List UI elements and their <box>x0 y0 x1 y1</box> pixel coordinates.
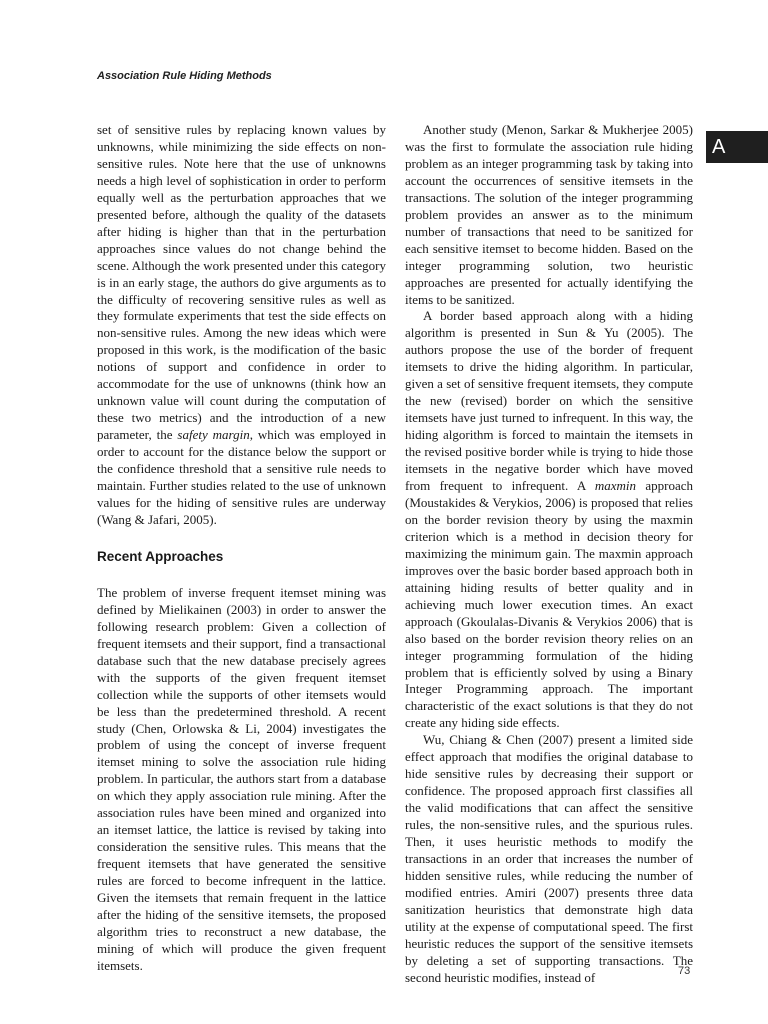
left-paragraph-1-emphasis: safety margin <box>177 427 250 443</box>
right-paragraph-2 <box>405 308 693 732</box>
running-header: Association Rule Hiding Methods <box>97 70 272 82</box>
right-paragraph-2-end: approach (Moustakides & Verykios, 2006) is proposed that relies on the border revision theory by using the maxmin criterion which is a method in decision theory for maximizing the minimum gain. The maxmin approach improves over the basic border based approach both in attaining hiding results of better quality and in achieving much lower execution times. An exact approach (Gkoulalas-Divanis & Verykios 2006) that is also based on the border revision theory relies on an integer programming formulation of the hiding problem that is efficiently solved by using a Binary Integer Programming approach. The important characteristic of the exact solutions is that they do not create any hiding side effects. <box>405 478 693 731</box>
left-paragraph-2: The problem of inverse frequent itemset mining was defined by Mielikainen (2003) in order to answer the following research problem: Given a collection of frequent itemsets and their support, find a transactional database such that the new database precisely agrees with the supports of the given frequent itemset collection while the supports of other itemsets would be less than the predetermined threshold. A recent study (Chen, Orlowska & Li, 2004) investigates the problem of using the concept of inverse frequent itemset mining to solve the association rule hiding problem. In particular, the authors start from a database on which they apply association rule mining. After the association rules have been mined and organized into an itemset lattice, the lattice is revised by taking into consideration the sensitive rules. This means that the frequent itemsets that have generated the sensitive rules are forced to become infrequent in the lattice. Given the itemsets that remain frequent in the lattice after the hiding of the sensitive itemsets, the proposed algorithm tries to reconstruct a new database, the mining of which will produce the given frequent itemsets. <box>97 584 386 973</box>
right-column <box>405 122 693 987</box>
section-heading: Recent Approaches <box>97 548 224 564</box>
left-paragraph-1 <box>97 122 386 529</box>
left-paragraph-1-end: , which was employed in order to account for the distance below the support or the confidence threshold that a sensitive rule needs to maintain. Further studies related to the use of unknown values for the hiding of sensitive rules are underway (Wang & Jafari, 2005). <box>97 427 386 527</box>
left-paragraph-1-text: set of sensitive rules by replacing known values by unknowns, while minimizing the side effects on non-sensitive rules. Note here that the use of unknowns needs a high level of sophistication in order to perform equally well as the perturbation approaches that we presented before, although the quality of the datasets after hiding is higher than that in the perturbation approaches since values do not change behind the scene. Although the work presented under this category is in an early stage, the authors do give arguments as to the difficulty of recovering sensitive rules as well as they formulate experiments that test the side effects on non-sensitive rules. Among the new ideas which were proposed in this work, is the modification of the basic notions of support and confidence in order to accommodate for the use of unknowns (think how an unknown value will count during the computation of these two metrics) and the introduction of a new parameter, the <box>97 122 386 443</box>
left-column <box>97 122 386 975</box>
page-number: 73 <box>678 965 691 977</box>
right-paragraph-1: Another study (Menon, Sarkar & Mukherjee 2005) was the first to formulate the association rule hiding problem as an integer programming task by taking into account the occurrences of sensitive itemsets in the transactions. The solution of the integer programming problem provides an answer as to the minimum number of transactions that need to be sanitized for each sensitive itemset to become hidden. Based on the integer programming solution, two heuristic approaches are presented for actually identifying the items to be sanitized. <box>405 122 693 307</box>
section-tab-marker: A <box>706 131 768 163</box>
right-paragraph-2-emphasis: maxmin <box>594 478 637 494</box>
right-paragraph-3: Wu, Chiang & Chen (2007) present a limited side effect approach that modifies the original database to hide sensitive rules by decreasing their support or confidence. The proposed approach first classifies all the valid modifications that can affect the sensitive rules, the non-sensitive rules, and the spurious rules. Then, it uses heuristic methods to modify the transactions in an order that increases the number of hidden sensitive rules, while reducing the number of modified entries. Amiri (2007) presents three data sanitization heuristics that demonstrate high data utility at the expense of computational speed. The first heuristic reduces the support of the sensitive itemsets by deleting a set of supporting transactions. The second heuristic modifies, instead of <box>405 732 693 985</box>
right-paragraph-2-text: A border based approach along with a hiding algorithm is presented in Sun & Yu (2005). The authors propose the use of the border of frequent itemsets to drive the hiding algorithm. In particular, given a set of sensitive frequent itemsets, they compute the new (revised) border on which the sensitive itemsets have just turned to infrequent. In this way, the hiding algorithm is forced to maintain the itemsets in the revised positive border while is trying to hide those itemsets in the negative border which have moved from frequent to infrequent. A <box>405 308 693 494</box>
